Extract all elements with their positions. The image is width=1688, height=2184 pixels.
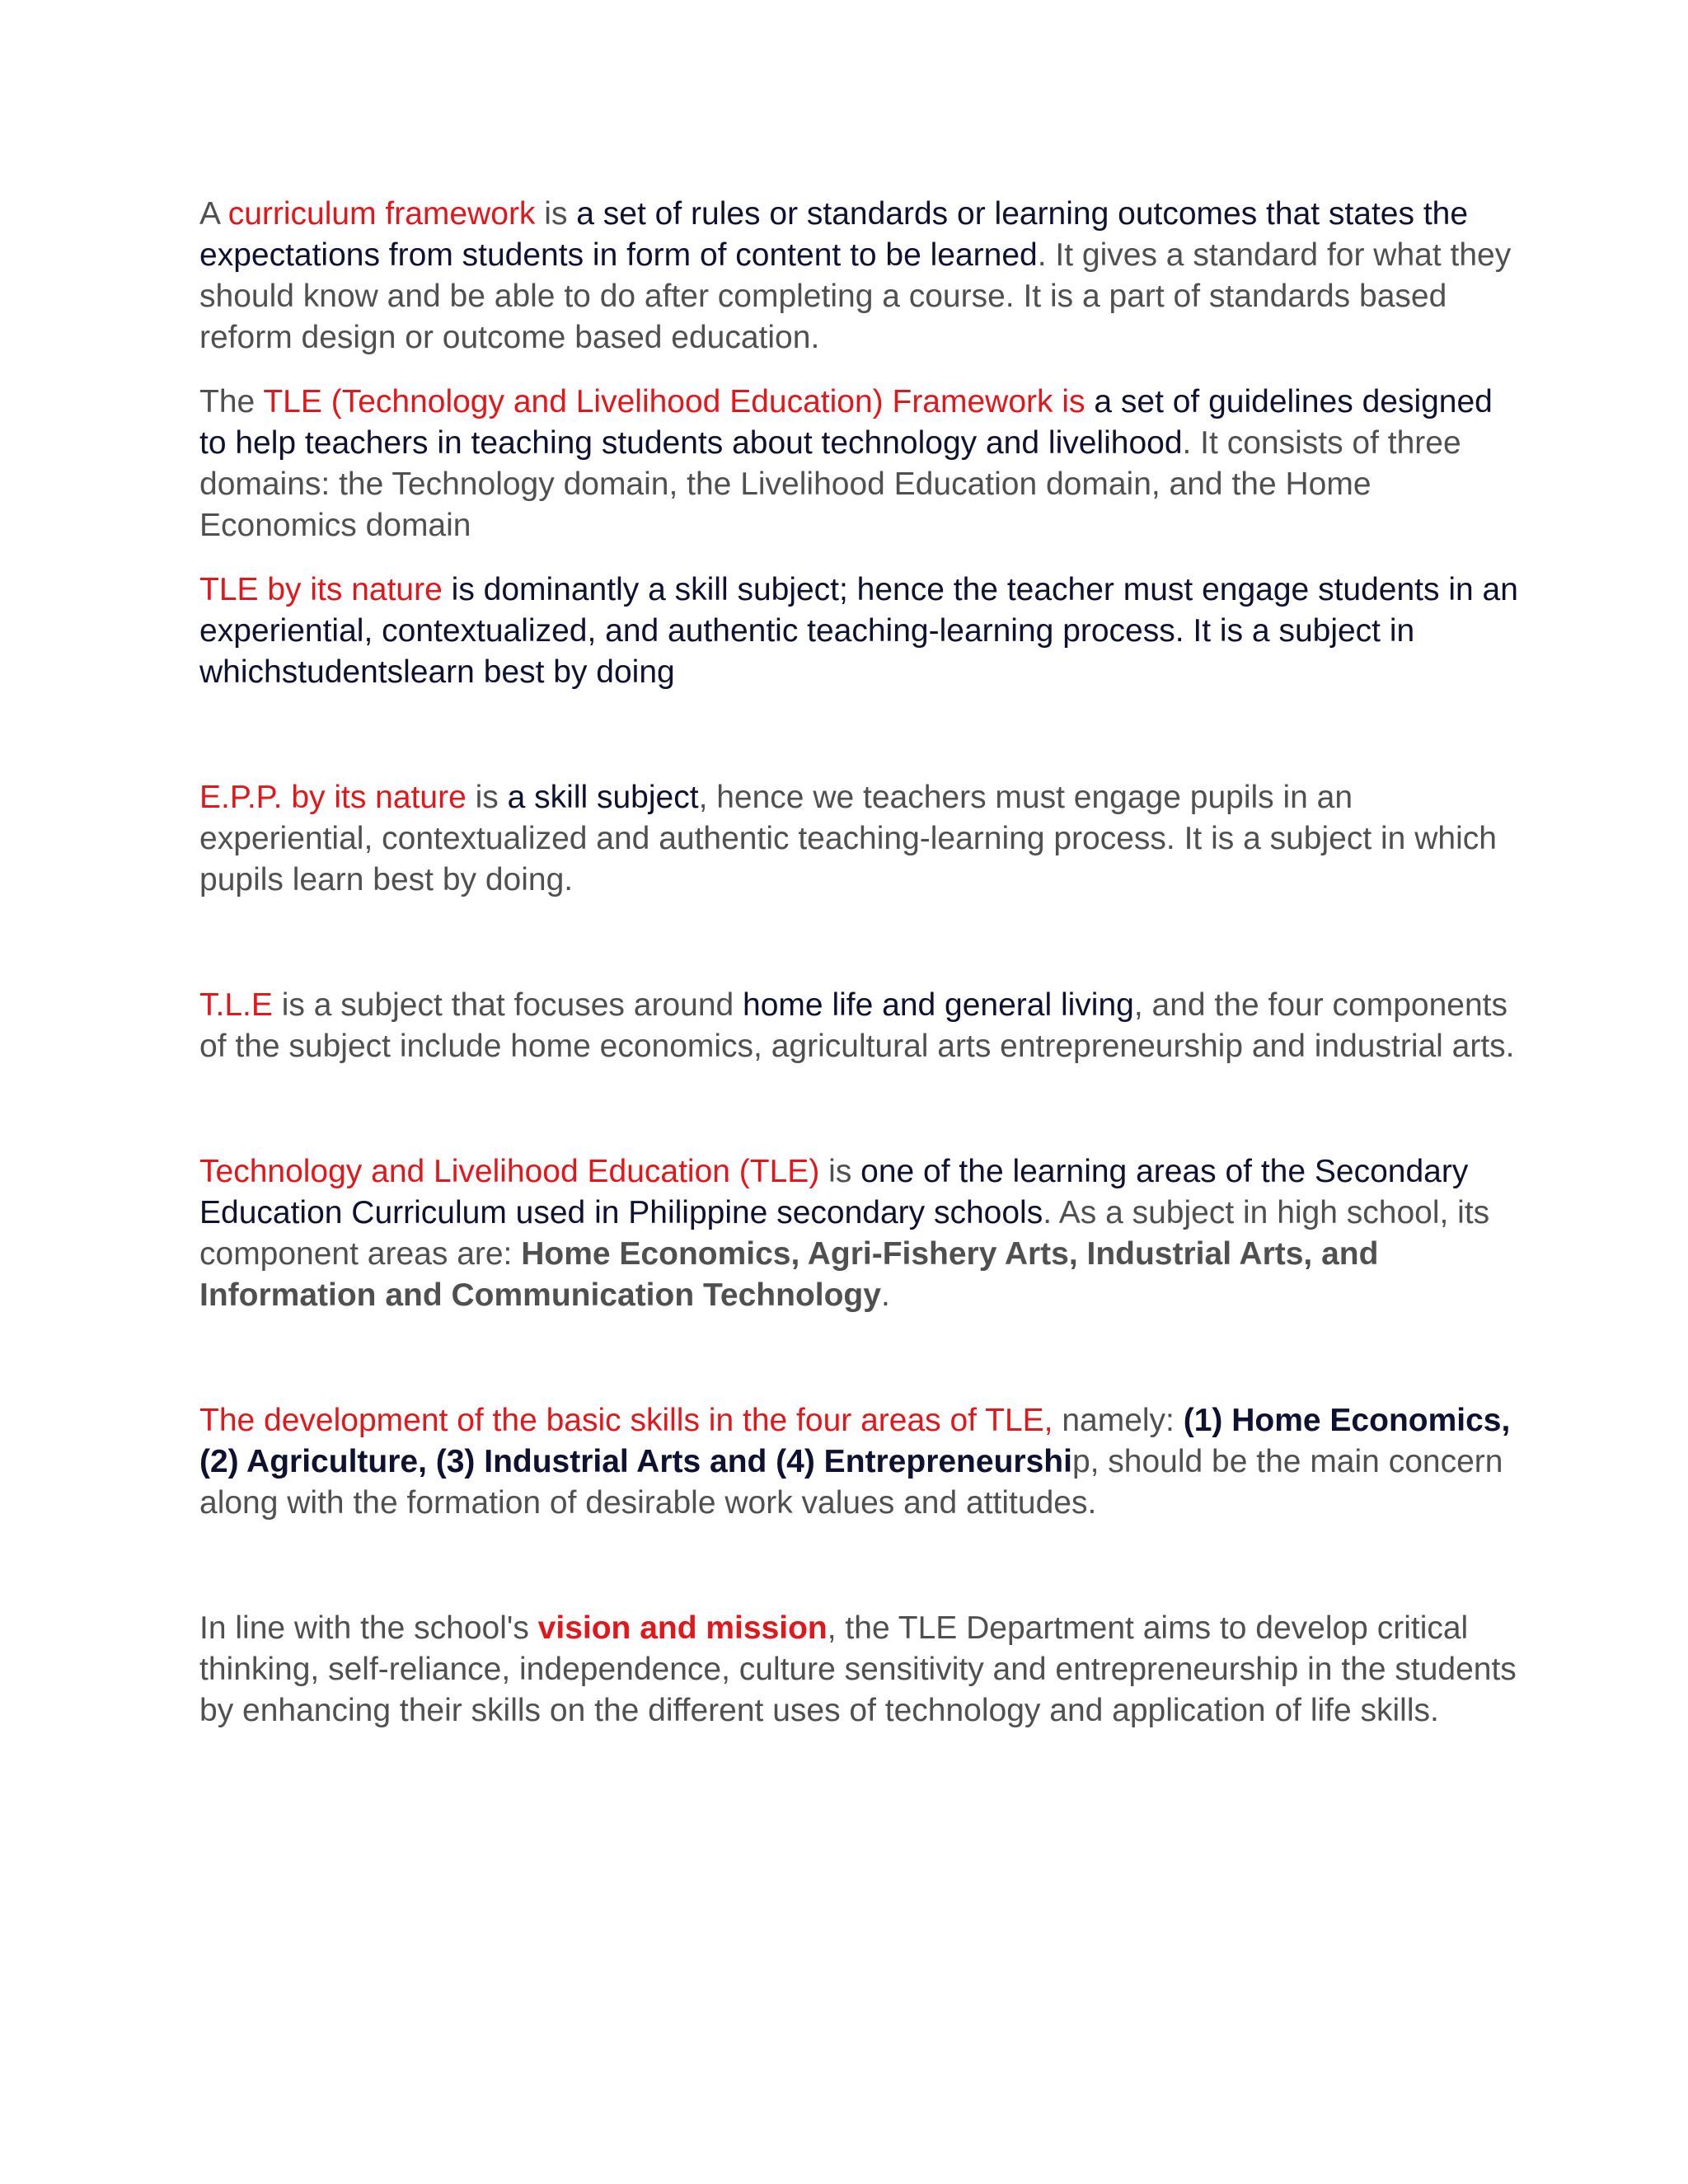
text-span: . It gives a standard for what they should know and be able to do after completing a course. It is a part of standards based reform design or outcome based education. xyxy=(199,237,1512,355)
document-body xyxy=(199,194,1518,1732)
definition-text: a set of guidelines designed to help teachers in teaching students about technology and livelihood xyxy=(199,384,1493,461)
definition-text: is dominantly a skill subject; hence the teacher must engage students in an experiential, contextualized, and authentic teaching-learning process. It is a subject in whichstudentslearn best by doing xyxy=(199,572,1518,690)
paragraph-tle-nature xyxy=(199,569,1518,693)
text-span: The xyxy=(199,384,264,419)
text-span: is xyxy=(466,780,508,815)
text-span: . xyxy=(880,1277,890,1313)
text-span: A xyxy=(199,196,228,232)
text-span: , and the four components of the subject include home economics, agricultural arts entrepreneurship and industrial arts. xyxy=(199,987,1515,1064)
highlight-term: curriculum framework xyxy=(227,196,536,232)
highlight-term: TLE by its nature xyxy=(199,572,443,607)
paragraph-tle-subject xyxy=(199,985,1518,1067)
paragraph-vision-mission xyxy=(199,1608,1518,1732)
paragraph-tle-learning-area xyxy=(199,1151,1518,1316)
highlight-term: The development of the basic skills in the four areas of TLE, xyxy=(199,1403,1053,1438)
paragraph-curriculum-framework xyxy=(199,194,1518,359)
highlight-term: T.L.E xyxy=(199,987,273,1023)
highlight-term: Technology and Livelihood Education (TLE) xyxy=(199,1154,820,1189)
definition-text: home life and general living xyxy=(743,987,1134,1023)
text-span: is a subject that focuses around xyxy=(272,987,743,1023)
definition-text: a set of rules or standards or learning outcomes that states the expectations from students in form of content to be learned xyxy=(199,196,1469,273)
text-span: is xyxy=(535,196,577,232)
four-areas-list: (1) Home Economics, (2) Agriculture, (3) Industrial Arts and (4) Entrepreneurshi xyxy=(199,1403,1511,1479)
text-span: In line with the school's xyxy=(199,1610,538,1646)
paragraph-epp-nature xyxy=(199,777,1518,901)
definition-text: one of the learning areas of the Secondary Education Curriculum used in Philippine secondary schools xyxy=(199,1154,1469,1230)
text-span: . As a subject in high school, its component areas are: xyxy=(199,1195,1490,1272)
paragraph-basic-skills xyxy=(199,1400,1518,1524)
highlight-term: vision and mission xyxy=(537,1610,828,1646)
text-span: p, should be the main concern along with the formation of desirable work values and attitudes. xyxy=(199,1444,1503,1521)
text-span: , the TLE Department aims to develop critical thinking, self-reliance, independence, culture sensitivity and entrepreneurship in the students by enhancing their skills on the different uses of technology and application of life skills. xyxy=(199,1610,1517,1728)
text-span: , hence we teachers must engage pupils in an experiential, contextualized and authentic teaching-learning process. It is a subject in which pupils learn best by doing. xyxy=(199,780,1497,898)
highlight-term: E.P.P. by its nature xyxy=(199,780,467,815)
text-span: is xyxy=(819,1154,861,1189)
text-span: . It consists of three domains: the Technology domain, the Livelihood Education domain, and the Home Economics domain xyxy=(199,425,1461,543)
text-span: namely: xyxy=(1053,1403,1184,1438)
paragraph-tle-framework xyxy=(199,382,1518,546)
definition-text: a skill subject xyxy=(507,780,699,815)
highlight-term: TLE (Technology and Livelihood Education) Framework is xyxy=(263,384,1085,419)
component-areas: Home Economics, Agri-Fishery Arts, Industrial Arts, and Information and Communication Technology xyxy=(199,1236,1379,1313)
